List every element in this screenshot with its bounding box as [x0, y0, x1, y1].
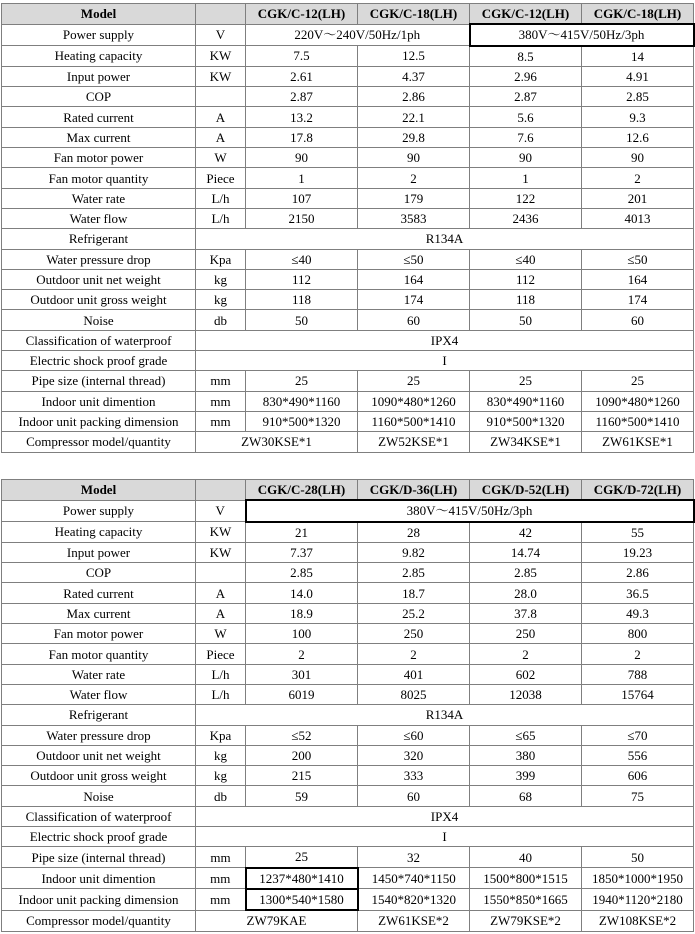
model-header: Model: [2, 4, 196, 25]
value-cell: ZW30KSE*1: [196, 432, 358, 452]
table-row: [2, 910, 694, 931]
value-cell: 1450*740*1150: [358, 868, 470, 889]
row-label: Compressor model/quantity: [2, 910, 196, 931]
value-cell: 2: [582, 644, 694, 664]
table-row: [2, 391, 694, 411]
value-cell: 2.86: [358, 87, 470, 107]
table-row: [2, 46, 694, 67]
value-cell: ≤50: [582, 249, 694, 269]
row-unit: kg: [196, 290, 246, 310]
value-cell: 1: [246, 168, 358, 188]
row-label: Compressor model/quantity: [2, 432, 196, 452]
table-row: [2, 87, 694, 107]
row-unit: V: [196, 500, 246, 521]
value-cell: 2.85: [358, 563, 470, 583]
row-label: Electric shock proof grade: [2, 827, 196, 847]
value-cell: 40: [470, 847, 582, 868]
table-row: [2, 644, 694, 664]
row-label: Water pressure drop: [2, 725, 196, 745]
value-cell: 2436: [470, 208, 582, 228]
table-row: [2, 806, 694, 826]
table-row: [2, 290, 694, 310]
row-unit: [196, 87, 246, 107]
value-cell: 1160*500*1410: [582, 411, 694, 431]
value-cell: 25: [582, 371, 694, 391]
value-cell: 60: [582, 310, 694, 330]
table-row: [2, 624, 694, 644]
value-cell: 14.0: [246, 583, 358, 603]
value-cell: 3583: [358, 208, 470, 228]
row-label: Power supply: [2, 24, 196, 45]
value-cell: 112: [470, 269, 582, 289]
value-cell: IPX4: [196, 806, 694, 826]
row-unit: KW: [196, 522, 246, 543]
row-label: Rated current: [2, 107, 196, 127]
value-cell: 2.85: [470, 563, 582, 583]
value-cell: R134A: [196, 705, 694, 725]
table-row: [2, 351, 694, 371]
row-label: Heating capacity: [2, 522, 196, 543]
table-row: [2, 208, 694, 228]
value-cell: 2: [246, 644, 358, 664]
unit-header: [196, 480, 246, 501]
value-cell: 118: [246, 290, 358, 310]
row-unit: KW: [196, 542, 246, 562]
value-cell: IPX4: [196, 330, 694, 350]
model-column-header: CGK/D-52(LH): [470, 480, 582, 501]
value-cell: 401: [358, 664, 470, 684]
value-cell: ≤70: [582, 725, 694, 745]
value-cell: 6019: [246, 684, 358, 704]
row-label: Fan motor power: [2, 624, 196, 644]
table-row: [2, 168, 694, 188]
row-label: Fan motor power: [2, 148, 196, 168]
value-cell: 2.61: [246, 66, 358, 86]
value-cell: 12038: [470, 684, 582, 704]
row-unit: L/h: [196, 208, 246, 228]
value-cell: I: [196, 827, 694, 847]
row-unit: V: [196, 24, 246, 45]
value-cell: 18.7: [358, 583, 470, 603]
value-cell: 2: [358, 644, 470, 664]
value-cell: 60: [358, 786, 470, 806]
row-label: Outdoor unit net weight: [2, 269, 196, 289]
table-row: [2, 269, 694, 289]
header-row: [2, 4, 694, 25]
value-cell: 25: [470, 371, 582, 391]
row-unit: A: [196, 583, 246, 603]
value-cell: 37.8: [470, 603, 582, 623]
table-row: [2, 229, 694, 249]
row-unit: kg: [196, 766, 246, 786]
model-column-header: CGK/C-18(LH): [582, 4, 694, 25]
value-cell: 5.6: [470, 107, 582, 127]
row-label: Indoor unit dimention: [2, 868, 196, 889]
table-row: [2, 188, 694, 208]
row-label: Classification of waterproof: [2, 806, 196, 826]
model-column-header: CGK/C-18(LH): [358, 4, 470, 25]
value-cell: 19.23: [582, 542, 694, 562]
value-cell: 49.3: [582, 603, 694, 623]
row-label: Indoor unit packing dimension: [2, 411, 196, 431]
value-cell: 174: [582, 290, 694, 310]
value-cell: 90: [470, 148, 582, 168]
model-header: Model: [2, 480, 196, 501]
value-cell: 910*500*1320: [470, 411, 582, 431]
value-cell: 2.96: [470, 66, 582, 86]
model-column-header: CGK/D-36(LH): [358, 480, 470, 501]
value-cell: 7.5: [246, 46, 358, 67]
value-cell: 1160*500*1410: [358, 411, 470, 431]
value-cell: ≤60: [358, 725, 470, 745]
value-cell: 55: [582, 522, 694, 543]
value-cell: 606: [582, 766, 694, 786]
table-row: [2, 705, 694, 725]
row-label: Max current: [2, 603, 196, 623]
value-cell: I: [196, 351, 694, 371]
value-cell: 12.6: [582, 127, 694, 147]
row-unit: mm: [196, 868, 246, 889]
value-cell: ZW52KSE*1: [358, 432, 470, 452]
row-unit: W: [196, 624, 246, 644]
row-unit: Piece: [196, 644, 246, 664]
model-column-header: CGK/C-12(LH): [246, 4, 358, 25]
table-row: [2, 766, 694, 786]
table-row: [2, 868, 694, 889]
row-unit: KW: [196, 66, 246, 86]
value-cell: 2: [470, 644, 582, 664]
value-cell: 7.6: [470, 127, 582, 147]
row-label: Noise: [2, 786, 196, 806]
table-row: [2, 786, 694, 806]
value-cell: 2.87: [470, 87, 582, 107]
table-row: [2, 107, 694, 127]
value-cell: 29.8: [358, 127, 470, 147]
table-row: [2, 542, 694, 562]
value-cell: ZW34KSE*1: [470, 432, 582, 452]
value-cell: 399: [470, 766, 582, 786]
row-unit: Piece: [196, 168, 246, 188]
value-cell: 250: [470, 624, 582, 644]
value-cell: 50: [246, 310, 358, 330]
row-unit: Kpa: [196, 249, 246, 269]
value-cell: 164: [358, 269, 470, 289]
row-label: Indoor unit packing dimension: [2, 889, 196, 910]
row-label: Water flow: [2, 208, 196, 228]
value-cell: 25: [246, 371, 358, 391]
value-cell: 4.91: [582, 66, 694, 86]
value-cell: ZW79KSE*2: [470, 910, 582, 931]
value-cell: 32: [358, 847, 470, 868]
row-label: Heating capacity: [2, 46, 196, 67]
value-cell: 17.8: [246, 127, 358, 147]
value-cell: 2.87: [246, 87, 358, 107]
value-cell: 50: [470, 310, 582, 330]
row-unit: A: [196, 127, 246, 147]
value-cell: ≤40: [246, 249, 358, 269]
table-row: [2, 664, 694, 684]
row-label: Rated current: [2, 583, 196, 603]
value-cell: 13.2: [246, 107, 358, 127]
row-label: Water flow: [2, 684, 196, 704]
table-row: [2, 603, 694, 623]
row-unit: Kpa: [196, 725, 246, 745]
value-cell: 1090*480*1260: [358, 391, 470, 411]
row-unit: L/h: [196, 684, 246, 704]
value-cell: 4013: [582, 208, 694, 228]
row-label: Max current: [2, 127, 196, 147]
row-label: COP: [2, 563, 196, 583]
value-cell: 830*490*1160: [246, 391, 358, 411]
value-cell: 2: [582, 168, 694, 188]
value-cell: ≤50: [358, 249, 470, 269]
value-cell: 320: [358, 745, 470, 765]
row-label: Fan motor quantity: [2, 168, 196, 188]
row-label: Electric shock proof grade: [2, 351, 196, 371]
spec-table-1: [1, 3, 695, 453]
row-label: Noise: [2, 310, 196, 330]
value-cell: 25.2: [358, 603, 470, 623]
table-row: [2, 249, 694, 269]
value-cell: 174: [358, 290, 470, 310]
value-cell: 60: [358, 310, 470, 330]
value-cell: 90: [582, 148, 694, 168]
header-row: [2, 480, 694, 501]
table-row: [2, 583, 694, 603]
row-unit: mm: [196, 411, 246, 431]
table-row: [2, 847, 694, 868]
table-row: [2, 745, 694, 765]
table-row: [2, 127, 694, 147]
value-cell: 830*490*1160: [470, 391, 582, 411]
table-row: [2, 24, 694, 45]
value-cell: 333: [358, 766, 470, 786]
spec-table-2: [1, 479, 695, 932]
table-row: [2, 66, 694, 86]
value-cell: 1237*480*1410: [246, 868, 358, 889]
row-unit: db: [196, 786, 246, 806]
value-cell: 1540*820*1320: [358, 889, 470, 910]
value-cell: 2.85: [582, 87, 694, 107]
value-cell: 788: [582, 664, 694, 684]
spec-table-1-body: [2, 4, 694, 453]
value-cell: 800: [582, 624, 694, 644]
row-unit: [196, 563, 246, 583]
table-row: [2, 522, 694, 543]
value-cell: ZW61KSE*1: [582, 432, 694, 452]
row-unit: A: [196, 107, 246, 127]
row-label: Indoor unit dimention: [2, 391, 196, 411]
row-unit: KW: [196, 46, 246, 67]
row-label: Pipe size (internal thread): [2, 371, 196, 391]
row-label: Refrigerant: [2, 705, 196, 725]
table-row: [2, 411, 694, 431]
row-label: Outdoor unit gross weight: [2, 766, 196, 786]
value-cell: 556: [582, 745, 694, 765]
value-cell: 107: [246, 188, 358, 208]
value-cell: 18.9: [246, 603, 358, 623]
value-cell: 90: [358, 148, 470, 168]
value-cell: 22.1: [358, 107, 470, 127]
value-cell: 2: [358, 168, 470, 188]
model-column-header: CGK/C-12(LH): [470, 4, 582, 25]
row-unit: mm: [196, 847, 246, 868]
value-cell: 36.5: [582, 583, 694, 603]
value-cell: 380V～415V/50Hz/3ph: [470, 24, 694, 45]
value-cell: 1: [470, 168, 582, 188]
value-cell: 2150: [246, 208, 358, 228]
table-row: [2, 310, 694, 330]
value-cell: ≤65: [470, 725, 582, 745]
table-row: [2, 330, 694, 350]
model-column-header: CGK/D-72(LH): [582, 480, 694, 501]
table-row: [2, 432, 694, 452]
value-cell: 15764: [582, 684, 694, 704]
value-cell: 602: [470, 664, 582, 684]
value-cell: 4.37: [358, 66, 470, 86]
value-cell: 1090*480*1260: [582, 391, 694, 411]
row-unit: kg: [196, 269, 246, 289]
value-cell: 1940*1120*2180: [582, 889, 694, 910]
row-label: Pipe size (internal thread): [2, 847, 196, 868]
row-unit: mm: [196, 371, 246, 391]
value-cell: 7.37: [246, 542, 358, 562]
table-row: [2, 148, 694, 168]
unit-header: [196, 4, 246, 25]
value-cell: 75: [582, 786, 694, 806]
value-cell: 112: [246, 269, 358, 289]
value-cell: 8025: [358, 684, 470, 704]
value-cell: 250: [358, 624, 470, 644]
row-label: Input power: [2, 66, 196, 86]
value-cell: ZW61KSE*2: [358, 910, 470, 931]
value-cell: 14.74: [470, 542, 582, 562]
row-label: Water rate: [2, 188, 196, 208]
value-cell: 179: [358, 188, 470, 208]
value-cell: 68: [470, 786, 582, 806]
value-cell: 9.3: [582, 107, 694, 127]
row-label: Classification of waterproof: [2, 330, 196, 350]
row-unit: L/h: [196, 664, 246, 684]
value-cell: 122: [470, 188, 582, 208]
value-cell: ZW79KAE: [196, 910, 358, 931]
value-cell: ≤52: [246, 725, 358, 745]
value-cell: 380: [470, 745, 582, 765]
value-cell: 2.85: [246, 563, 358, 583]
value-cell: 1500*800*1515: [470, 868, 582, 889]
row-unit: db: [196, 310, 246, 330]
row-label: Power supply: [2, 500, 196, 521]
value-cell: ZW108KSE*2: [582, 910, 694, 931]
table-row: [2, 684, 694, 704]
row-label: COP: [2, 87, 196, 107]
value-cell: 28.0: [470, 583, 582, 603]
value-cell: 50: [582, 847, 694, 868]
row-unit: kg: [196, 745, 246, 765]
value-cell: 1300*540*1580: [246, 889, 358, 910]
row-label: Outdoor unit gross weight: [2, 290, 196, 310]
value-cell: 1550*850*1665: [470, 889, 582, 910]
value-cell: 12.5: [358, 46, 470, 67]
value-cell: ≤40: [470, 249, 582, 269]
value-cell: 301: [246, 664, 358, 684]
value-cell: 215: [246, 766, 358, 786]
table-row: [2, 889, 694, 910]
value-cell: 21: [246, 522, 358, 543]
value-cell: 14: [582, 46, 694, 67]
row-label: Water pressure drop: [2, 249, 196, 269]
row-label: Water rate: [2, 664, 196, 684]
row-unit: mm: [196, 889, 246, 910]
value-cell: R134A: [196, 229, 694, 249]
value-cell: 25: [358, 371, 470, 391]
row-label: Outdoor unit net weight: [2, 745, 196, 765]
value-cell: 9.82: [358, 542, 470, 562]
table-row: [2, 563, 694, 583]
table-row: [2, 500, 694, 521]
value-cell: 59: [246, 786, 358, 806]
value-cell: 164: [582, 269, 694, 289]
row-label: Input power: [2, 542, 196, 562]
table-row: [2, 827, 694, 847]
value-cell: 100: [246, 624, 358, 644]
table-row: [2, 371, 694, 391]
table-row: [2, 725, 694, 745]
value-cell: 28: [358, 522, 470, 543]
value-cell: 1850*1000*1950: [582, 868, 694, 889]
value-cell: 200: [246, 745, 358, 765]
value-cell: 90: [246, 148, 358, 168]
value-cell: 118: [470, 290, 582, 310]
row-label: Fan motor quantity: [2, 644, 196, 664]
value-cell: 201: [582, 188, 694, 208]
value-cell: 2.86: [582, 563, 694, 583]
value-cell: 380V～415V/50Hz/3ph: [246, 500, 694, 521]
value-cell: 910*500*1320: [246, 411, 358, 431]
row-unit: mm: [196, 391, 246, 411]
row-label: Refrigerant: [2, 229, 196, 249]
spec-table-2-body: [2, 480, 694, 932]
row-unit: A: [196, 603, 246, 623]
value-cell: 8.5: [470, 46, 582, 67]
row-unit: W: [196, 148, 246, 168]
model-column-header: CGK/C-28(LH): [246, 480, 358, 501]
row-unit: L/h: [196, 188, 246, 208]
value-cell: 25: [246, 847, 358, 868]
value-cell: 220V～240V/50Hz/1ph: [246, 24, 470, 45]
value-cell: 42: [470, 522, 582, 543]
